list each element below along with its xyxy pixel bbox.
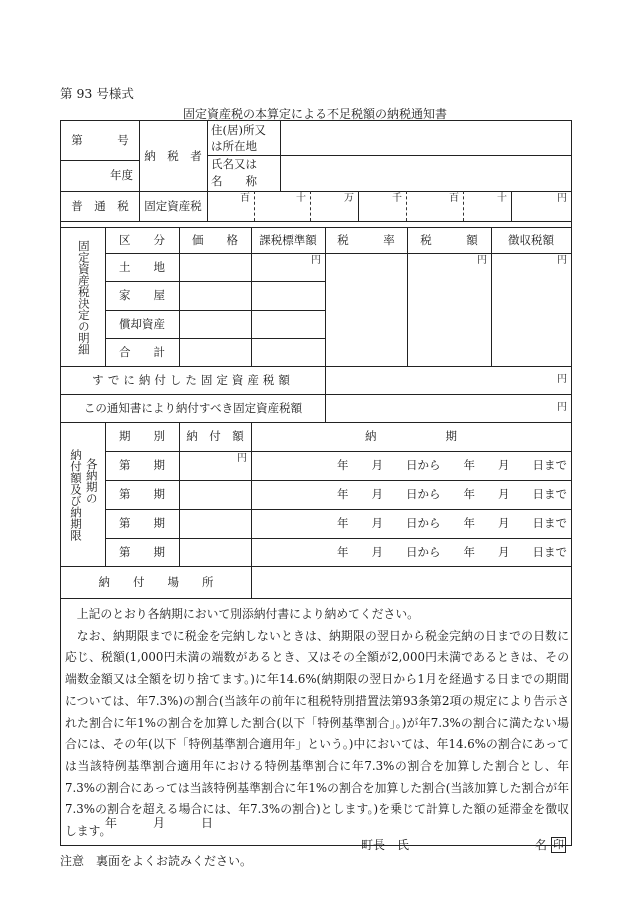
address-label-line-2: は所在地	[211, 139, 257, 154]
payment-place-label: 納 付 場 所	[98, 574, 214, 589]
general-tax-label: 普 通 税	[71, 198, 129, 213]
detail-section-label-text: 固定資産税決定の明細	[76, 240, 91, 355]
digit-unit-ten-thousand: 万	[344, 193, 354, 204]
fiscal-year-label: 年度	[110, 168, 133, 183]
header-period: 期 別	[119, 429, 165, 444]
row-house: 家 屋	[119, 288, 165, 303]
fixed-asset-tax-label: 固定資産税	[144, 198, 202, 213]
seal-mark: 印	[553, 837, 564, 851]
installment-yen-1: 円	[237, 453, 247, 464]
header-deadline: 納 期	[365, 429, 457, 444]
tax-notice-form	[60, 120, 572, 852]
already-paid-label: すでに納付した固定資産税額	[92, 372, 294, 387]
notice-paragraph-2: なお、納期限までに税金を完納しないときは、納期限の翌日から税金完納の日までの日数に応じ、税額(1,000円未満の端数があるとき、又はその全額が2,000円未満であるときは、その端数金額又は全額を切り捨てます。)に年14.6%(納期限の翌日から1月を経過する日までの期間については、年7.3%)の割合(当該年の前年に租税特別措置法第93条第2項の規定により告示された割合に年1%の割合を加算した割合(以下「特例基準割合」。)が年7.3%の割合に満たない場合には、その年(以下「特例基準割合適用年」という。)中においては、年14.6%の割合にあっては当該特例基準割合適用年における特例基準割合に年7.3%の割合を加算した割合とし、年7.3%の割合にあっては当該特例基準割合に年1%の割合を加算した割合(当該加算した割合が年7.3%の割合を超える場合には、年7.3%の割合)とします。)を乗じて計算した額の延滞金を徴収します。	[65, 628, 569, 839]
installment-period-3: 第 期	[119, 516, 165, 531]
row-total: 合 計	[119, 344, 165, 359]
name-label-line-1: 氏名又は	[211, 157, 257, 172]
installment-period-2: 第 期	[119, 487, 165, 502]
name-label-line-2: 名 称	[211, 174, 257, 189]
amount-due-yen: 円	[557, 401, 567, 413]
issue-date: 年 月 日	[105, 816, 214, 830]
digit-unit-ten: 十	[497, 193, 507, 204]
row-depreciable-assets: 償却資産	[119, 316, 165, 331]
header-payment-amount: 納 付 額	[186, 429, 244, 444]
rule	[207, 121, 208, 191]
header-value: 価 格	[192, 232, 238, 247]
form-number: 第 93 号様式	[60, 86, 134, 101]
installment-deadline-1: 年 月 日から 年 月 日まで	[337, 458, 567, 473]
header-tax-base: 課税標準額	[259, 232, 317, 247]
rule	[325, 253, 571, 254]
header-tax-rate: 税 率	[337, 232, 395, 247]
tax-base-yen-unit: 円	[311, 255, 321, 266]
installment-deadline-4: 年 月 日から 年 月 日まで	[337, 544, 567, 559]
digit-unit-hundred: 百	[449, 193, 459, 204]
address-label-line-1: 住(居)所又	[211, 123, 266, 138]
taxpayer-label: 納 税 者	[144, 148, 202, 163]
notice-paragraph-1: 上記のとおり各納期において別添納付書により納めてください。	[76, 607, 419, 621]
tax-amount-yen-unit: 円	[477, 255, 487, 266]
signer-name-label: 名	[534, 838, 547, 852]
notice-body	[61, 598, 571, 852]
mayor-label: 町長 氏	[361, 838, 410, 852]
document-title: 固定資産税の本算定による不足税額の納税通知書	[182, 107, 447, 121]
digit-unit-hundred-million: 百	[240, 193, 250, 204]
notice-text	[65, 604, 569, 843]
digit-unit-yen: 円	[557, 193, 567, 204]
signature-line	[361, 836, 566, 853]
digit-unit-ten-million: 十	[296, 193, 306, 204]
collected-tax-yen-unit: 円	[557, 255, 567, 266]
installment-deadline-2: 年 月 日から 年 月 日まで	[337, 487, 567, 502]
installment-section-label-col-2: 各納期の	[84, 457, 99, 504]
amount-due-label: この通知書により納付すべき固定資産税額	[83, 400, 303, 415]
notice-number-label: 第 号	[71, 133, 129, 148]
installment-period-1: 第 期	[119, 458, 165, 473]
header-tax-amount: 税 額	[420, 232, 478, 247]
already-paid-yen: 円	[557, 373, 567, 385]
installment-section-label-col-1: 納付額及び納期限	[69, 448, 83, 541]
installment-period-4: 第 期	[119, 544, 165, 559]
digit-unit-thousand: 千	[392, 193, 402, 204]
row-land: 土 地	[119, 259, 165, 274]
installment-section-label	[61, 423, 105, 566]
installment-deadline-3: 年 月 日から 年 月 日まで	[337, 516, 567, 531]
footer-note: 注意 裏面をよくお読みください。	[60, 854, 253, 868]
rule	[61, 221, 571, 222]
detail-section-label	[61, 229, 105, 366]
header-collected-tax: 徴収税額	[508, 232, 554, 247]
rule	[280, 121, 281, 191]
header-category: 区 分	[119, 232, 165, 247]
